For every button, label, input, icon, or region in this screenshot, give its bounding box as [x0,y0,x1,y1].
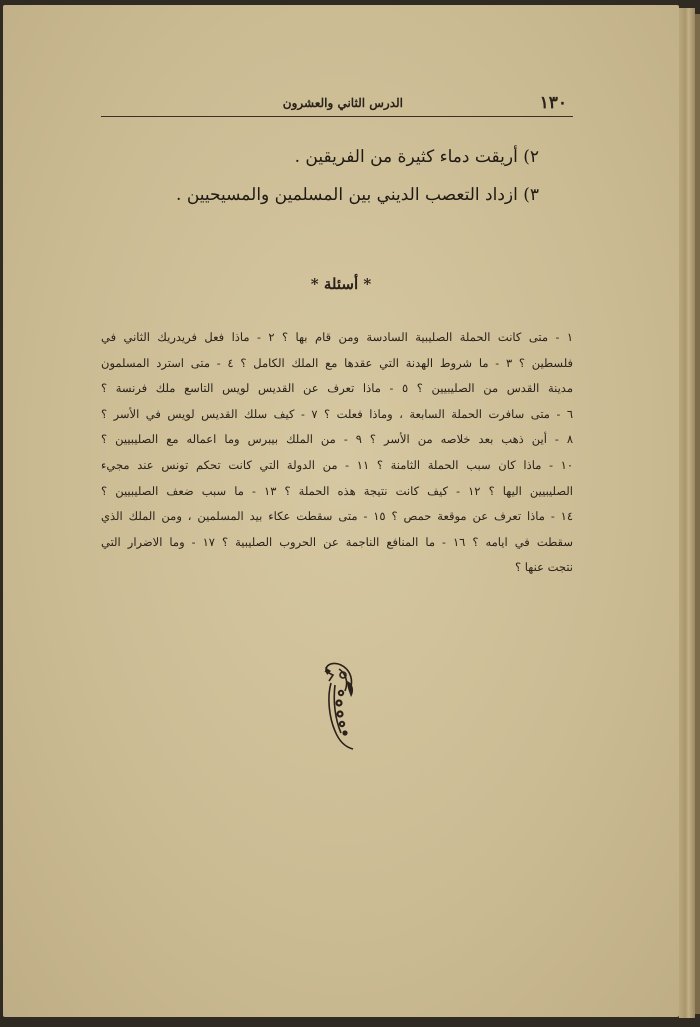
question-line: ٦ - متى سافرت الحملة السابعة ، وماذا فعلت ؟ ٧ - كيف سلك القديس لويس في الأسر ؟ [101,406,573,421]
question-line: ٨ - أين ذهب بعد خلاصه من الأسر ؟ ٩ - من الملك بيبرس وما اعماله مع الصليبيين ؟ [101,432,573,447]
floral-ornament-icon [319,661,359,753]
page-edge-shadow [695,14,700,1014]
page-number: ١٣٠ [539,93,567,113]
book-page [3,5,679,1017]
question-line: الصليبيين اليها ؟ ١٢ - كيف كانت نتيجة هذه الحملة ؟ ١٣ - ما سبب ضعف الصليبيين ؟ [101,483,573,498]
consequence-point-3: ٣) ازداد التعصب الديني بين المسلمين والمسيحيين . [176,185,539,205]
consequence-point-2: ٢) أريقت دماء كثيرة من الفريقين . [294,147,539,167]
question-line: سقطت في ايامه ؟ ١٦ - ما المنافع الناجمة عن الحروب الصليبية ؟ ١٧ - وما الاضرار التي [101,534,573,549]
page-header [101,93,573,115]
header-rule [101,116,573,117]
question-line: ١ - متى كانت الحملة الصليبية السادسة ومن قام بها ؟ ٢ - ماذا فعل فريدريك الثاني في [101,330,573,344]
question-line: ١٤ - ماذا تعرف عن موقعة حمص ؟ ١٥ - متى سقطت عكاء بيد المسلمين ، ومن الملك الذي [101,509,573,524]
running-title: الدرس الثاني والعشرون [282,96,403,110]
question-line: نتجت عنها ؟ [515,560,573,575]
page-edge [679,8,695,1018]
question-line: مدينة القدس من الصليبيين ؟ ٥ - ماذا تعرف عن القديس لويس التاسع ملك فرنسة ؟ [101,381,573,396]
question-line: ١٠ - ماذا كان سبب الحملة الثامنة ؟ ١١ - من الدولة التي كانت تحكم تونس عند مجيء [101,457,573,472]
questions-block [101,325,573,581]
question-line: فلسطين ؟ ٣ - ما شروط الهدنة التي عقدها مع الملك الكامل ؟ ٤ - متى استرد المسلمون [101,355,573,370]
questions-heading: * أسئلة * [310,275,372,293]
